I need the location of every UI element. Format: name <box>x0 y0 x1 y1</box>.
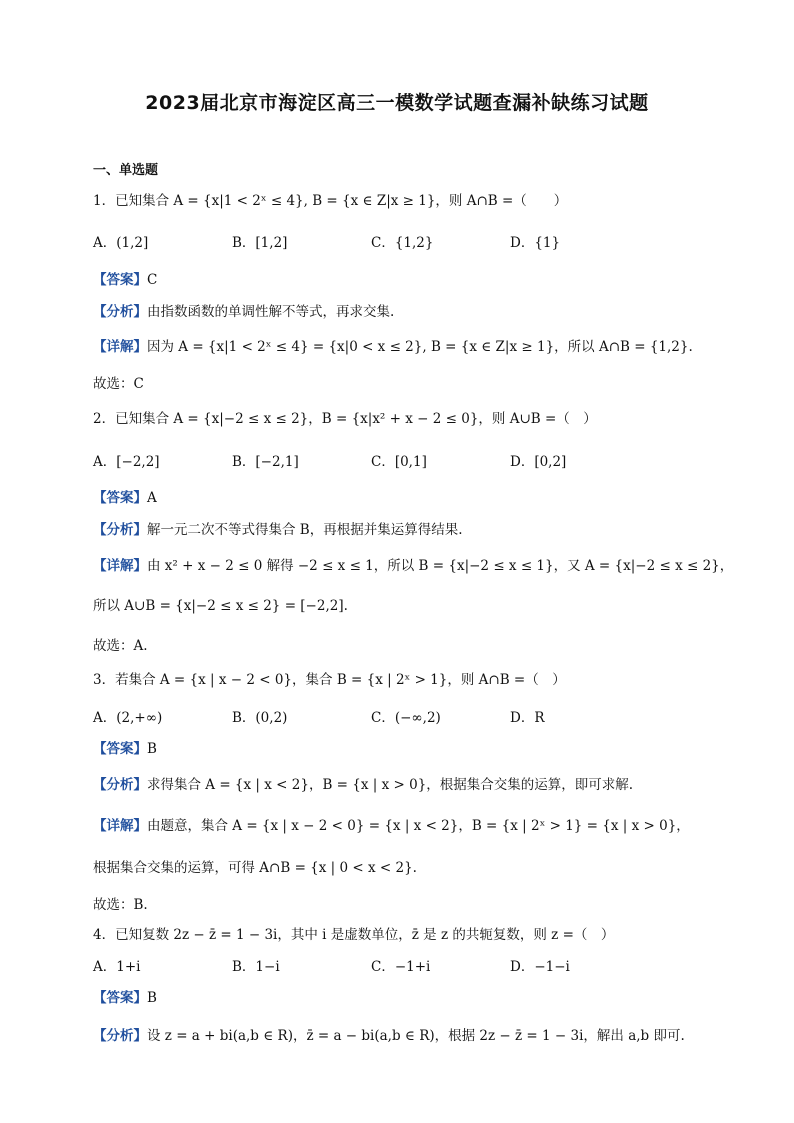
option-c: C．{1,2} <box>371 235 434 251</box>
question-4-options <box>93 958 734 976</box>
option-a: A．(2,+∞) <box>93 710 163 726</box>
option-b: B．1−i <box>232 959 280 975</box>
question-3-conclusion: 故选：B. <box>93 897 148 913</box>
detail-tag: 【详解】 <box>93 818 147 834</box>
analysis-text: 设 z = a + bi(a,b ∈ R)，z̄ = a − bi(a,b ∈ R)，根据 2z − z̄ = 1 − 3i，解出 a,b 即可. <box>147 1028 685 1044</box>
analysis-text: 解一元二次不等式得集合 B，再根据并集运算得结果. <box>147 522 463 538</box>
question-1-stem: 1．已知集合 A = {x|1 < 2ˣ ≤ 4}, B = {x ∈ Z|x ≥ 1}，则 A∩B =（ ） <box>93 193 568 209</box>
section-heading: 一、单选题 <box>93 163 159 178</box>
option-d: D．−1−i <box>510 959 570 975</box>
answer-value: B <box>147 990 157 1006</box>
analysis-tag: 【分析】 <box>93 1028 147 1044</box>
question-4-analysis <box>93 1027 734 1045</box>
option-b: B．[−2,1] <box>232 454 299 470</box>
question-3-detail-cont: 根据集合交集的运算，可得 A∩B = {x | 0 < x < 2}. <box>93 860 417 876</box>
option-a: A．1+i <box>93 959 141 975</box>
question-1-answer <box>93 271 734 289</box>
question-1-conclusion: 故选：C <box>93 376 144 392</box>
answer-tag: 【答案】 <box>93 490 147 506</box>
option-d: D．{1} <box>510 235 561 251</box>
option-c: C．(−∞,2) <box>371 710 441 726</box>
answer-value: B <box>147 741 157 757</box>
question-2-conclusion: 故选：A. <box>93 638 148 654</box>
answer-tag: 【答案】 <box>93 272 147 288</box>
option-b: B．(0,2) <box>232 710 288 726</box>
detail-tag: 【详解】 <box>93 558 147 574</box>
question-4-stem: 4．已知复数 2z − z̄ = 1 − 3i，其中 i 是虚数单位，z̄ 是 z 的共轭复数，则 z =（ ） <box>93 927 615 943</box>
question-2-analysis <box>93 521 734 539</box>
question-1-detail <box>93 338 734 356</box>
answer-value: C <box>147 272 158 288</box>
question-4-answer <box>93 989 734 1007</box>
analysis-text: 求得集合 A = {x | x < 2}，B = {x | x > 0}，根据集合交集的运算，即可求解. <box>147 777 634 793</box>
option-d: D．[0,2] <box>510 454 567 470</box>
question-3-options <box>93 709 734 727</box>
analysis-tag: 【分析】 <box>93 304 147 320</box>
answer-tag: 【答案】 <box>93 990 147 1006</box>
question-1-options <box>93 234 734 252</box>
option-c: C．[0,1] <box>371 454 427 470</box>
question-3-stem: 3．若集合 A = {x | x − 2 < 0}，集合 B = {x | 2ˣ > 1}，则 A∩B =（ ） <box>93 672 566 688</box>
question-2-answer <box>93 489 734 507</box>
document-title: 2023届北京市海淀区高三一模数学试题查漏补缺练习试题 <box>145 92 649 114</box>
detail-tag: 【详解】 <box>93 339 147 355</box>
detail-text: 由 x² + x − 2 ≤ 0 解得 −2 ≤ x ≤ 1，所以 B = {x|−2 ≤ x ≤ 1}，又 A = {x|−2 ≤ x ≤ 2}， <box>147 558 734 574</box>
option-c: C．−1+i <box>371 959 431 975</box>
question-2-detail <box>93 557 734 575</box>
question-1-analysis <box>93 303 734 321</box>
option-b: B．[1,2] <box>232 235 288 251</box>
analysis-tag: 【分析】 <box>93 522 147 538</box>
answer-value: A <box>147 490 157 506</box>
analysis-text: 由指数函数的单调性解不等式，再求交集. <box>147 304 395 320</box>
question-3-analysis <box>93 776 734 794</box>
question-2-detail-cont: 所以 A∪B = {x|−2 ≤ x ≤ 2} = [−2,2]. <box>93 598 348 614</box>
option-a: A．[−2,2] <box>93 454 160 470</box>
question-3-detail <box>93 817 734 835</box>
detail-text: 由题意，集合 A = {x | x − 2 < 0} = {x | x < 2}，B = {x | 2ˣ > 1} = {x | x > 0}， <box>147 818 690 834</box>
option-a: A．(1,2] <box>93 235 149 251</box>
question-3-answer <box>93 740 734 758</box>
option-d: D．R <box>510 710 545 726</box>
question-2-stem: 2．已知集合 A = {x|−2 ≤ x ≤ 2}，B = {x|x² + x − 2 ≤ 0}，则 A∪B =（ ） <box>93 411 597 427</box>
analysis-tag: 【分析】 <box>93 777 147 793</box>
question-2-options <box>93 453 734 471</box>
detail-text: 因为 A = {x|1 < 2ˣ ≤ 4} = {x|0 < x ≤ 2}, B = {x ∈ Z|x ≥ 1}，所以 A∩B = {1,2}. <box>147 339 693 355</box>
answer-tag: 【答案】 <box>93 741 147 757</box>
